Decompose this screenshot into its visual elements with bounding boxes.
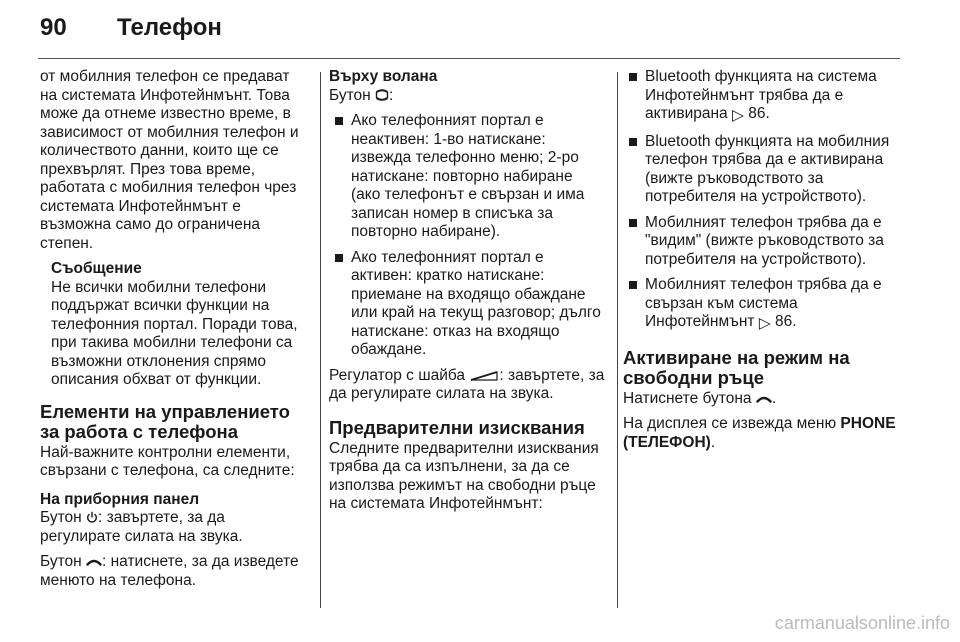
heading-activate-handsfree: Активиране на режим на свободни ръце <box>623 346 850 388</box>
prerequisites-paragraph: Следните предварителни изисквания трябва да са изпълнени, за да се използва режимът на свободни ръце на системата Инфотейнмънт: <box>329 439 599 512</box>
press-button-paragraph: Натиснете бутона . <box>623 389 777 407</box>
column-2 <box>329 68 605 521</box>
heading-instrument-panel: На приборния панел <box>40 490 200 508</box>
page-number: 90 <box>40 14 67 41</box>
phone-text: : натиснете, за да изведете менюто на телефона. <box>40 553 299 589</box>
wheel-text: : <box>389 86 394 104</box>
reference-arrow-icon: ▷ <box>731 107 744 124</box>
list-item: Мобилният телефон трябва да е "видим" (вижте ръководството за потребителя на устройството). <box>623 214 908 270</box>
display-menu-paragraph: На дисплея се извежда меню PHONE (ТЕЛЕФОН). <box>623 415 896 451</box>
heading-controls: Елементи на управлението за работа с телефона <box>40 400 290 442</box>
power-text: : завъртете, за да регулирате силата на звука. <box>40 509 243 545</box>
note-text: Не всички мобилни телефони поддържат всички функции на телефонния портал. Поради това, при такива мобилни телефони са възможни отклонения спрямо описания обхват от функции. <box>51 278 298 388</box>
power-icon <box>86 511 98 524</box>
regulator-paragraph <box>329 367 605 404</box>
page-reference: 86. <box>775 313 797 330</box>
watermark: carmanualsonline.info <box>774 613 950 633</box>
phone-pickup-hangup-icon <box>375 88 389 102</box>
regulator-label: Регулатор с шайба <box>329 366 466 384</box>
list-item: Ако телефонният портал е неактивен: 1-во натискане: извежда телефонно меню; 2-ро натискане: повторно набиране (ако телефонът е свързан и има записан номер в списъка за повторно набиране). <box>329 112 605 242</box>
list-item: Мобилният телефон трябва да е свързан към система Инфотейнмънт ▷ 86. <box>623 276 908 334</box>
thumbwheel-icon <box>469 370 499 382</box>
phone-label: Бутон <box>40 553 82 570</box>
reference-arrow-icon: ▷ <box>758 315 771 332</box>
heading-prerequisites: Предварителни изисквания <box>329 416 585 438</box>
list-item: Ако телефонният портал е активен: кратко натискане: приемане на входящо обаждане или край на текущ разговор; дълго натискане: отказ на входящо обаждане. <box>329 249 605 360</box>
page-header <box>40 14 920 54</box>
column-1 <box>40 68 308 597</box>
list-item: Bluetooth функцията на мобилния телефон трябва да е активирана (вижте ръководството за потребителя на устройството). <box>623 133 908 207</box>
power-label: Бутон <box>40 509 82 526</box>
column-3 <box>623 68 908 459</box>
column-divider-1 <box>320 72 321 608</box>
header-rule <box>38 58 900 59</box>
power-button-paragraph <box>40 509 308 546</box>
phone-handset-icon <box>756 395 772 405</box>
wheel-bullet-list <box>329 112 605 360</box>
list-item: Bluetooth функцията на система Инфотейнмънт трябва да е активирана ▷ 86. <box>623 68 908 126</box>
phone-button-paragraph <box>40 553 308 590</box>
requirements-list <box>623 68 908 334</box>
wheel-label: Бутон <box>329 86 371 104</box>
menu-name: PHONE (ТЕЛЕФОН) <box>623 415 896 451</box>
column-divider-2 <box>617 72 618 608</box>
intro-paragraph: от мобилния телефон се предават на системата Инфотейнмънт. Това може да отнеме известно време, в зависимост от мобилния телефон и количеството данни, които ще се прехвърлят. През това време, работата с мобилния телефон чрез системата Инфотейнмънт е възможна само до ограничена степен. <box>40 68 299 252</box>
note-block <box>51 260 308 390</box>
controls-paragraph: Най-важните контролни елементи, свързани с телефона, са следните: <box>40 443 295 479</box>
phone-handset-icon <box>86 558 102 568</box>
page-reference: 86. <box>748 105 770 122</box>
regulator-text: : завъртете, за да регулирате силата на звука. <box>329 366 605 402</box>
wheel-button-paragraph <box>329 87 605 106</box>
note-title: Съобщение <box>51 260 142 277</box>
heading-steering-wheel: Върху волана <box>329 68 438 85</box>
page-title: Телефон <box>117 14 222 41</box>
